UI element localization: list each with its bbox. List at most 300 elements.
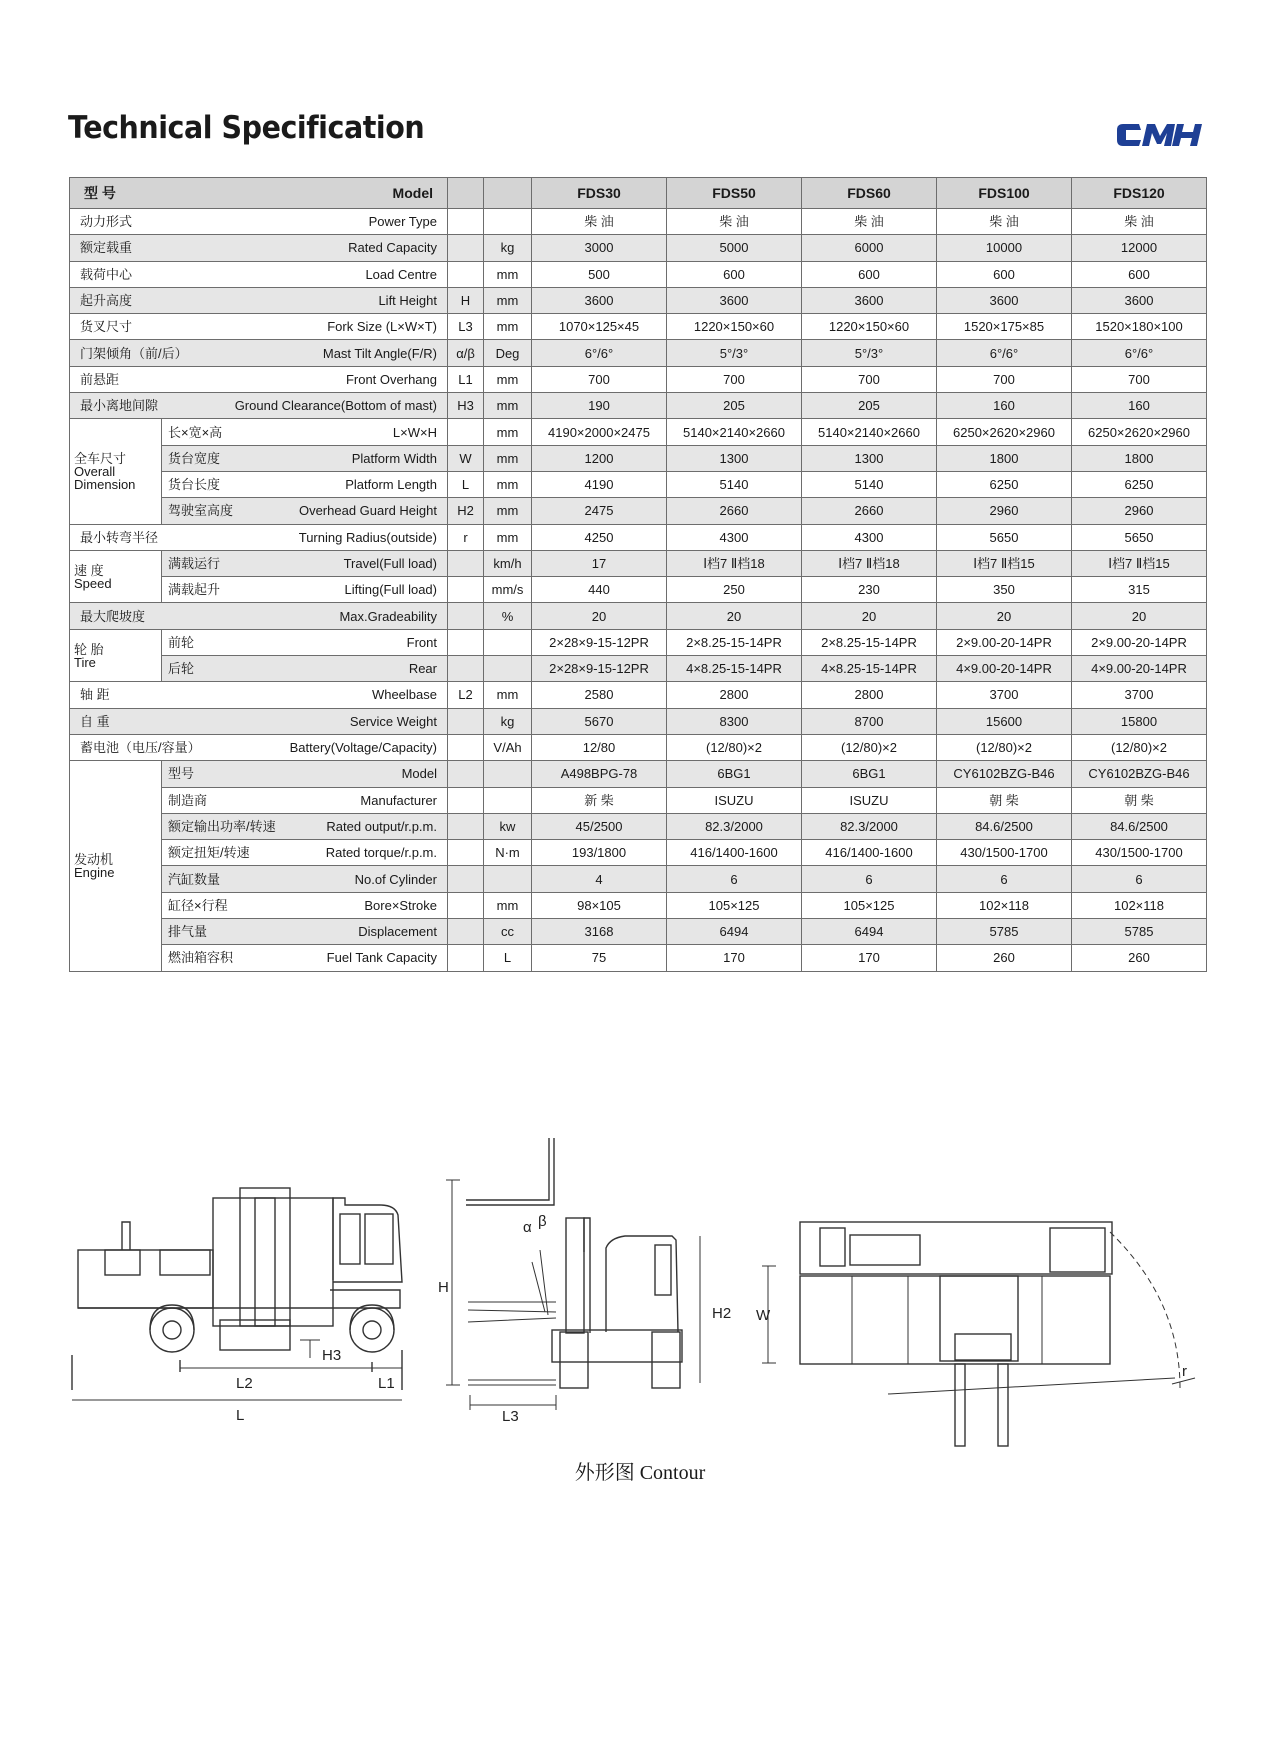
value-cell: 3600 [532, 287, 667, 313]
table-row [70, 919, 1207, 945]
value-cell: 160 [937, 393, 1072, 419]
value-cell: 160 [1072, 393, 1207, 419]
table-row [70, 209, 1207, 235]
value-cell: 700 [802, 366, 937, 392]
value-cell: 45/2500 [532, 813, 667, 839]
row-label-zh: 型号 [168, 766, 195, 782]
value-cell: Ⅰ档7 Ⅱ档15 [1072, 550, 1207, 576]
row-label-cell [162, 840, 448, 866]
unit-cell: mm [484, 682, 532, 708]
value-cell: 4190 [532, 471, 667, 497]
row-label [162, 899, 447, 912]
value-cell: 500 [532, 261, 667, 287]
row-label-cell [162, 445, 448, 471]
header-unit [484, 178, 532, 209]
row-label-en: Rated Capacity [348, 240, 437, 256]
unit-cell: Deg [484, 340, 532, 366]
symbol-cell [448, 945, 484, 971]
value-cell: 700 [667, 366, 802, 392]
unit-cell: mm [484, 524, 532, 550]
value-cell: 20 [802, 603, 937, 629]
row-label [70, 399, 447, 412]
row-label-zh: 燃油箱容积 [168, 950, 234, 966]
value-cell: 260 [1072, 945, 1207, 971]
row-label-zh: 排气量 [168, 924, 208, 940]
table-row [70, 366, 1207, 392]
value-cell: 1800 [937, 445, 1072, 471]
row-label-cell [162, 471, 448, 497]
model-header: FDS30 [532, 178, 667, 209]
row-label [162, 426, 447, 439]
symbol-cell: H [448, 287, 484, 313]
value-cell: 12000 [1072, 235, 1207, 261]
row-label-cell [70, 209, 448, 235]
row-label-zh: 最小转弯半径 [80, 529, 159, 545]
header-sym [448, 178, 484, 209]
value-cell: (12/80)×2 [1072, 734, 1207, 760]
row-label [162, 583, 447, 596]
symbol-cell [448, 919, 484, 945]
value-cell: 6BG1 [667, 761, 802, 787]
category-label: Engine [74, 864, 115, 880]
unit-cell: mm [484, 445, 532, 471]
value-cell: 700 [1072, 366, 1207, 392]
value-cell: 440 [532, 577, 667, 603]
unit-cell: km/h [484, 550, 532, 576]
row-label [70, 688, 447, 701]
value-cell: 416/1400-1600 [667, 840, 802, 866]
label-H3: H3 [322, 1347, 342, 1364]
symbol-cell: L1 [448, 366, 484, 392]
category-label: Tire [74, 654, 96, 670]
side-view-drawing [72, 1188, 402, 1400]
label-beta: β [538, 1213, 547, 1230]
value-cell: 105×125 [667, 892, 802, 918]
table-row [70, 840, 1207, 866]
value-cell: 4×9.00-20-14PR [937, 656, 1072, 682]
row-label-en: Mast Tilt Angle(F/R) [322, 345, 437, 361]
value-cell: 2×9.00-20-14PR [1072, 629, 1207, 655]
label-L2: L2 [236, 1375, 253, 1392]
value-cell: 6250×2620×2960 [1072, 419, 1207, 445]
value-cell: 2960 [937, 498, 1072, 524]
row-label-cell [162, 787, 448, 813]
header-model-cell [78, 186, 443, 200]
row-label-en: Turning Radius(outside) [298, 529, 437, 545]
value-cell: 3600 [667, 287, 802, 313]
model-header: FDS60 [802, 178, 937, 209]
row-label-cell [70, 708, 448, 734]
row-label-zh: 满载运行 [168, 556, 221, 571]
value-cell: 8700 [802, 708, 937, 734]
row-label [70, 610, 447, 623]
value-cell: 600 [667, 261, 802, 287]
row-label-en: Fork Size (L×W×T) [327, 319, 437, 335]
value-cell: 3600 [937, 287, 1072, 313]
value-cell: 3700 [1072, 682, 1207, 708]
value-cell: 15800 [1072, 708, 1207, 734]
value-cell: 5°/3° [667, 340, 802, 366]
row-label [70, 373, 447, 386]
row-label-cell [70, 524, 448, 550]
table-row [70, 577, 1207, 603]
row-label-cell [162, 813, 448, 839]
symbol-cell [448, 734, 484, 760]
row-label [70, 294, 447, 307]
row-label-cell [162, 945, 448, 971]
symbol-cell: α/β [448, 340, 484, 366]
row-label [70, 215, 447, 228]
row-label-cell [70, 734, 448, 760]
row-label [162, 636, 447, 649]
row-label-zh: 前悬距 [80, 371, 120, 387]
value-cell: 柴 油 [667, 209, 802, 235]
row-label-zh: 载荷中心 [80, 266, 133, 282]
value-cell: 5000 [667, 235, 802, 261]
row-label-zh: 起升高度 [80, 293, 133, 309]
row-label-en: Fuel Tank Capacity [326, 950, 437, 966]
header-zh: 型 号 [84, 185, 116, 201]
value-cell: 2580 [532, 682, 667, 708]
symbol-cell [448, 629, 484, 655]
unit-cell [484, 656, 532, 682]
value-cell: 20 [937, 603, 1072, 629]
row-label [70, 715, 447, 728]
contour-drawings [0, 1125, 1280, 1455]
table-row [70, 235, 1207, 261]
row-label-en: Travel(Full load) [343, 556, 437, 571]
symbol-cell [448, 577, 484, 603]
value-cell: 6494 [802, 919, 937, 945]
row-label [162, 767, 447, 780]
value-cell: 6 [667, 866, 802, 892]
table-row [70, 524, 1207, 550]
value-cell: 5650 [937, 524, 1072, 550]
brand-logo [1117, 122, 1205, 148]
symbol-cell [448, 866, 484, 892]
front-view-drawing [446, 1138, 700, 1410]
value-cell: 205 [802, 393, 937, 419]
table-row [70, 603, 1207, 629]
value-cell: 250 [667, 577, 802, 603]
value-cell: 5140×2140×2660 [802, 419, 937, 445]
header-en: Model [392, 185, 433, 201]
value-cell: 105×125 [802, 892, 937, 918]
value-cell: 170 [667, 945, 802, 971]
row-label [162, 452, 447, 465]
value-cell: 430/1500-1700 [937, 840, 1072, 866]
value-cell: 6 [802, 866, 937, 892]
value-cell: 15600 [937, 708, 1072, 734]
value-cell: 6250 [937, 471, 1072, 497]
table-row [70, 340, 1207, 366]
value-cell: 315 [1072, 577, 1207, 603]
value-cell: 1220×150×60 [802, 314, 937, 340]
value-cell: 82.3/2000 [667, 813, 802, 839]
value-cell: 5140 [667, 471, 802, 497]
row-label-en: Rated output/r.p.m. [326, 818, 437, 834]
row-label-cell [70, 366, 448, 392]
value-cell: 430/1500-1700 [1072, 840, 1207, 866]
row-label [70, 531, 447, 544]
value-cell: 4×9.00-20-14PR [1072, 656, 1207, 682]
category-label: Speed [74, 575, 112, 591]
value-cell: 2×8.25-15-14PR [667, 629, 802, 655]
symbol-cell [448, 235, 484, 261]
row-label-zh: 额定载重 [80, 240, 133, 256]
category-label: Dimension [74, 476, 136, 492]
value-cell: 2660 [802, 498, 937, 524]
unit-cell: mm/s [484, 577, 532, 603]
unit-cell: kg [484, 235, 532, 261]
table-row [70, 629, 1207, 655]
unit-cell [484, 866, 532, 892]
row-label-en: Front [406, 634, 437, 650]
symbol-cell: H3 [448, 393, 484, 419]
row-label-en: Load Centre [365, 266, 437, 282]
value-cell: 1300 [667, 445, 802, 471]
value-cell: 2×8.25-15-14PR [802, 629, 937, 655]
row-label-cell [70, 261, 448, 287]
contour-caption: 外形图 Contour [574, 1462, 706, 1484]
row-label-en: Model [401, 766, 437, 782]
value-cell: 3600 [1072, 287, 1207, 313]
row-label-cell [162, 629, 448, 655]
symbol-cell [448, 761, 484, 787]
value-cell: 2800 [667, 682, 802, 708]
value-cell: 4 [532, 866, 667, 892]
unit-cell [484, 629, 532, 655]
table-row [70, 393, 1207, 419]
unit-cell: mm [484, 261, 532, 287]
value-cell: 190 [532, 393, 667, 419]
row-label-en: Service Weight [349, 713, 437, 729]
symbol-cell: L3 [448, 314, 484, 340]
model-header: FDS50 [667, 178, 802, 209]
value-cell: 1800 [1072, 445, 1207, 471]
value-cell: 柴 油 [937, 209, 1072, 235]
value-cell: 柴 油 [802, 209, 937, 235]
symbol-cell [448, 787, 484, 813]
label-L1: L1 [378, 1375, 395, 1392]
row-label-cell [162, 866, 448, 892]
row-label-en: Manufacturer [360, 792, 437, 808]
row-label-zh: 货叉尺寸 [80, 319, 133, 335]
symbol-cell: L2 [448, 682, 484, 708]
table-row [70, 787, 1207, 813]
value-cell: A498BPG-78 [532, 761, 667, 787]
symbol-cell [448, 603, 484, 629]
value-cell: 2×28×9-15-12PR [532, 629, 667, 655]
row-label-cell [70, 393, 448, 419]
table-row [70, 945, 1207, 971]
row-label-zh: 制造商 [168, 792, 208, 808]
symbol-cell [448, 840, 484, 866]
value-cell: 230 [802, 577, 937, 603]
symbol-cell [448, 813, 484, 839]
table-row [70, 445, 1207, 471]
value-cell: 5650 [1072, 524, 1207, 550]
unit-cell: cc [484, 919, 532, 945]
row-label [162, 925, 447, 938]
value-cell: ISUZU [802, 787, 937, 813]
spec-table [69, 177, 1207, 972]
symbol-cell: L [448, 471, 484, 497]
symbol-cell [448, 892, 484, 918]
unit-cell: mm [484, 366, 532, 392]
row-label [162, 846, 447, 859]
row-label-zh: 货台宽度 [168, 450, 221, 466]
value-cell: 700 [937, 366, 1072, 392]
unit-cell: kw [484, 813, 532, 839]
value-cell: (12/80)×2 [667, 734, 802, 760]
unit-cell: V/Ah [484, 734, 532, 760]
symbol-cell [448, 550, 484, 576]
row-label [162, 820, 447, 833]
value-cell: 600 [937, 261, 1072, 287]
row-label [70, 347, 447, 360]
row-label-en: Battery(Voltage/Capacity) [289, 740, 437, 756]
row-label-cell [162, 419, 448, 445]
row-label-cell [70, 340, 448, 366]
row-label-zh: 动力形式 [80, 214, 133, 230]
value-cell: 5785 [1072, 919, 1207, 945]
row-label-en: Front Overhang [345, 371, 437, 387]
value-cell: 5140×2140×2660 [667, 419, 802, 445]
table-row [70, 734, 1207, 760]
value-cell: (12/80)×2 [937, 734, 1072, 760]
category-cell [70, 419, 162, 524]
value-cell: 2475 [532, 498, 667, 524]
value-cell: Ⅰ档7 Ⅱ档18 [802, 550, 937, 576]
value-cell: 5140 [802, 471, 937, 497]
value-cell: 3000 [532, 235, 667, 261]
value-cell: 102×118 [1072, 892, 1207, 918]
row-label-cell [70, 287, 448, 313]
unit-cell: % [484, 603, 532, 629]
row-label [70, 741, 447, 754]
value-cell: 3600 [802, 287, 937, 313]
table-header-row [70, 178, 1207, 209]
symbol-cell: W [448, 445, 484, 471]
table-row [70, 471, 1207, 497]
row-label-cell [162, 656, 448, 682]
value-cell: 20 [667, 603, 802, 629]
row-label-zh: 门架倾角（前/后） [80, 345, 188, 361]
row-label-cell [162, 577, 448, 603]
value-cell: 5670 [532, 708, 667, 734]
category-cell [70, 761, 162, 971]
row-label-zh: 货台长度 [168, 477, 221, 493]
value-cell: 1220×150×60 [667, 314, 802, 340]
row-label-zh: 后轮 [168, 661, 195, 677]
unit-cell: mm [484, 393, 532, 419]
table-row [70, 813, 1207, 839]
value-cell: 2×9.00-20-14PR [937, 629, 1072, 655]
value-cell: 1200 [532, 445, 667, 471]
row-label-en: No.of Cylinder [354, 871, 437, 887]
row-label [70, 268, 447, 281]
unit-cell: mm [484, 287, 532, 313]
value-cell: 6250×2620×2960 [937, 419, 1072, 445]
row-label-cell [70, 314, 448, 340]
row-label-zh: 前轮 [168, 634, 195, 650]
symbol-cell [448, 261, 484, 287]
row-label-en: Rear [408, 661, 437, 677]
symbol-cell [448, 708, 484, 734]
row-label [162, 794, 447, 807]
top-view-drawing [762, 1222, 1195, 1446]
row-label-cell [162, 498, 448, 524]
table-row [70, 550, 1207, 576]
value-cell: 6°/6° [937, 340, 1072, 366]
value-cell: 6494 [667, 919, 802, 945]
row-label-en: Lift Height [378, 293, 437, 309]
value-cell: 416/1400-1600 [802, 840, 937, 866]
unit-cell: kg [484, 708, 532, 734]
row-label-cell [70, 682, 448, 708]
value-cell: 600 [1072, 261, 1207, 287]
value-cell: 1300 [802, 445, 937, 471]
row-label [162, 557, 447, 570]
unit-cell: mm [484, 419, 532, 445]
row-label-en: Lifting(Full load) [344, 582, 437, 598]
row-label [162, 504, 447, 517]
row-label [162, 873, 447, 886]
value-cell: CY6102BZG-B46 [937, 761, 1072, 787]
value-cell: 6000 [802, 235, 937, 261]
table-row [70, 498, 1207, 524]
value-cell: 205 [667, 393, 802, 419]
model-header: FDS100 [937, 178, 1072, 209]
value-cell: 170 [802, 945, 937, 971]
value-cell: 102×118 [937, 892, 1072, 918]
table-row [70, 761, 1207, 787]
value-cell: 柴 油 [1072, 209, 1207, 235]
value-cell: 6°/6° [532, 340, 667, 366]
label-L: L [236, 1407, 245, 1424]
category-cell [70, 629, 162, 682]
table-row [70, 419, 1207, 445]
value-cell: 1070×125×45 [532, 314, 667, 340]
row-label-cell [162, 892, 448, 918]
table-row [70, 314, 1207, 340]
category-label: 轮 胎 [74, 641, 104, 657]
value-cell: 10000 [937, 235, 1072, 261]
value-cell: 1520×180×100 [1072, 314, 1207, 340]
row-label-en: Displacement [358, 924, 437, 940]
row-label-en: Power Type [368, 214, 437, 230]
row-label-en: Platform Length [345, 477, 437, 493]
row-label [162, 662, 447, 675]
value-cell: 3168 [532, 919, 667, 945]
value-cell: 3700 [937, 682, 1072, 708]
row-label-zh: 满载起升 [168, 582, 221, 598]
unit-cell: mm [484, 471, 532, 497]
row-label-zh: 轴 距 [80, 687, 110, 703]
value-cell: 12/80 [532, 734, 667, 760]
value-cell: 4×8.25-15-14PR [802, 656, 937, 682]
value-cell: 98×105 [532, 892, 667, 918]
label-H: H [438, 1279, 449, 1296]
value-cell: 6250 [1072, 471, 1207, 497]
table-row [70, 682, 1207, 708]
row-label-zh: 蓄电池（电压/容量） [80, 740, 201, 756]
value-cell: 新 柴 [532, 787, 667, 813]
category-cell [70, 550, 162, 603]
value-cell: 5°/3° [802, 340, 937, 366]
value-cell: 柴 油 [532, 209, 667, 235]
